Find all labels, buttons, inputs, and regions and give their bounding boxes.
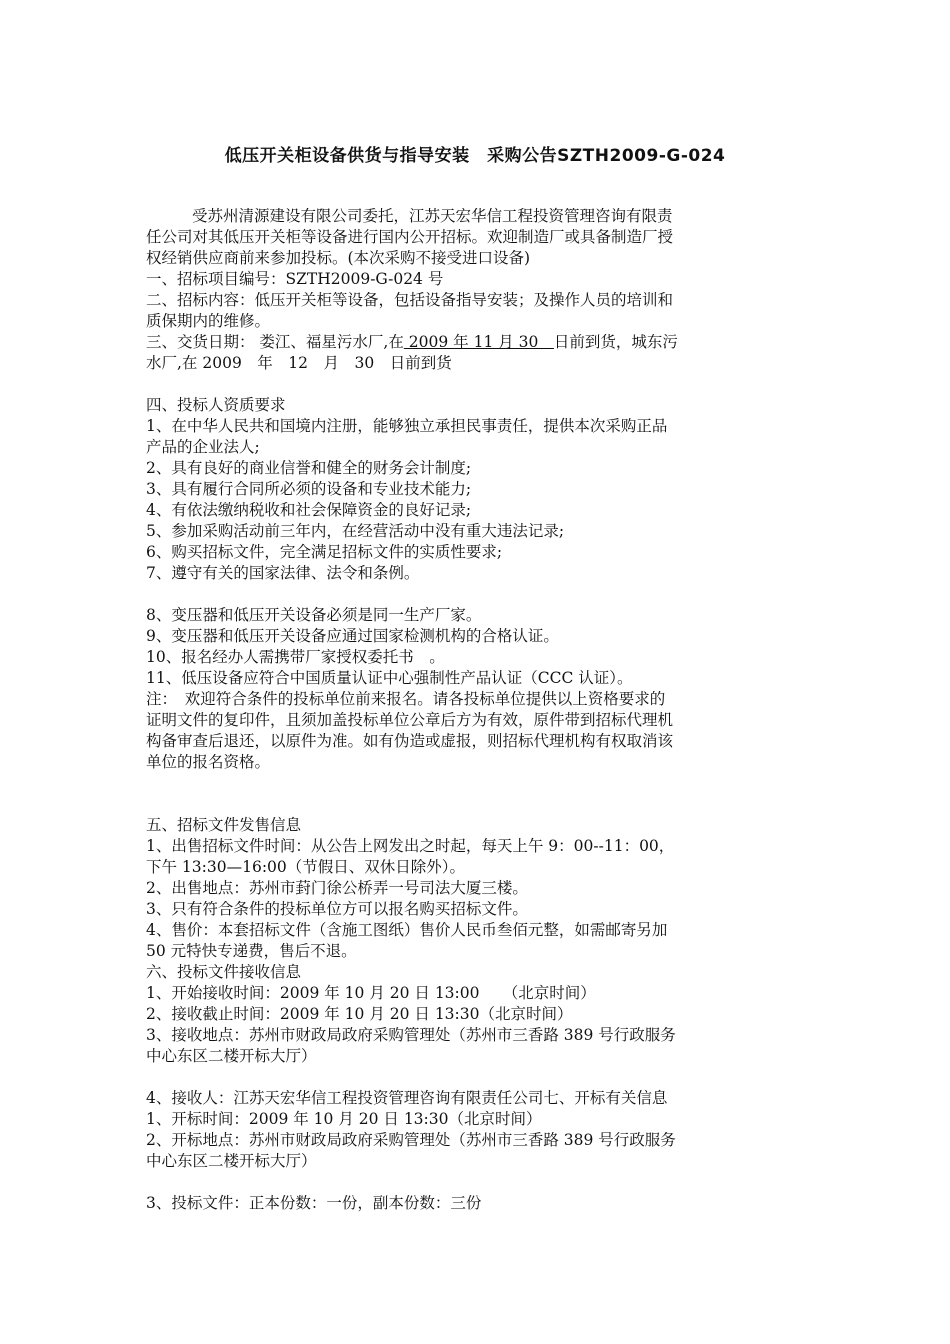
- list-item: 产品的企业法人;: [146, 438, 260, 456]
- list-item: 4、售价：本套招标文件（含施工图纸）售价人民币叁佰元整，如需邮寄另加: [146, 921, 668, 939]
- list-item: 中心东区二楼开标大厅）: [146, 1047, 317, 1065]
- list-item: 3、只有符合条件的投标单位方可以报名购买招标文件。: [146, 900, 528, 918]
- document-title: 低压开关柜设备供货与指导安装 采购公告SZTH2009-G-024: [224, 146, 726, 166]
- document-body: [146, 206, 806, 1214]
- list-item: 7、遵守有关的国家法律、法令和条例。: [146, 564, 420, 582]
- list-item: 8、变压器和低压开关设备必须是同一生产厂家。: [146, 606, 482, 624]
- note-line: 注： 欢迎符合条件的投标单位前来报名。请各投标单位提供以上资格要求的: [146, 690, 666, 708]
- delivery-date: [146, 332, 806, 353]
- intro-line: 受苏州清源建设有限公司委托，江苏天宏华信工程投资管理咨询有限责: [192, 207, 673, 225]
- delivery-date-underlined: 2009 年 11 月 30: [403, 333, 554, 351]
- tender-content: 质保期内的维修。: [146, 312, 271, 330]
- list-item: 下午 13:30—16:00（节假日、双休日除外）。: [146, 858, 466, 876]
- list-item: 9、变压器和低压开关设备应通过国家检测机构的合格认证。: [146, 627, 559, 645]
- list-item: 6、购买招标文件，完全满足招标文件的实质性要求;: [146, 543, 503, 561]
- intro-line: 权经销供应商前来参加投标。(本次采购不接受进口设备): [146, 249, 531, 267]
- list-item: 2、出售地点：苏州市葑门徐公桥弄一号司法大厦三楼。: [146, 879, 528, 897]
- list-item: 1、开始接收时间：2009 年 10 月 20 日 13:00 （北京时间）: [146, 984, 596, 1002]
- delivery-prefix: 三、交货日期： 娄江、福星污水厂,在: [146, 333, 404, 351]
- intro-line: 任公司对其低压开关柜等设备进行国内公开招标。欢迎制造厂或具备制造厂授: [146, 228, 674, 246]
- note-line: 证明文件的复印件，且须加盖投标单位公章后方为有效，原件带到招标代理机: [146, 711, 674, 729]
- list-item: 3、接收地点：苏州市财政局政府采购管理处（苏州市三香路 389 号行政服务: [146, 1026, 676, 1044]
- list-item: 2、具有良好的商业信誉和健全的财务会计制度;: [146, 459, 472, 477]
- section-heading: 四、投标人资质要求: [146, 396, 286, 414]
- list-item: 1、开标时间：2009 年 10 月 20 日 13:30（北京时间）: [146, 1110, 542, 1128]
- list-item: 2、开标地点：苏州市财政局政府采购管理处（苏州市三香路 389 号行政服务: [146, 1131, 676, 1149]
- delivery-date-line2: 水厂,在 2009 年 12 月 30 日前到货: [146, 354, 452, 372]
- project-number: 一、招标项目编号：SZTH2009-G-024 号: [146, 270, 444, 288]
- section-heading: 五、招标文件发售信息: [146, 816, 302, 834]
- note-line: 单位的报名资格。: [146, 753, 271, 771]
- list-item: 4、接收人：江苏天宏华信工程投资管理咨询有限责任公司七、开标有关信息: [146, 1089, 668, 1107]
- delivery-suffix: 日前到货，城东污: [553, 333, 678, 351]
- list-item: 中心东区二楼开标大厅）: [146, 1152, 317, 1170]
- list-item: 1、在中华人民共和国境内注册，能够独立承担民事责任，提供本次采购正品: [146, 417, 668, 435]
- list-item: 4、有依法缴纳税收和社会保障资金的良好记录;: [146, 501, 472, 519]
- list-item: 50 元特快专递费，售后不退。: [146, 942, 357, 960]
- intro-paragraph: [146, 206, 806, 269]
- list-item: 3、投标文件：正本份数：一份，副本份数：三份: [146, 1194, 482, 1212]
- list-item: 5、参加采购活动前三年内，在经营活动中没有重大违法记录;: [146, 522, 565, 540]
- list-item: 11、低压设备应符合中国质量认证中心强制性产品认证（CCC 认证）。: [146, 669, 633, 687]
- list-item: 3、具有履行合同所必须的设备和专业技术能力;: [146, 480, 472, 498]
- section-heading: 六、投标文件接收信息: [146, 963, 302, 981]
- list-item: 10、报名经办人需携带厂家授权委托书 。: [146, 648, 445, 666]
- tender-content: 二、招标内容：低压开关柜等设备，包括设备指导安装；及操作人员的培训和: [146, 291, 674, 309]
- note-line: 构备审查后退还，以原件为准。如有伪造或虚报，则招标代理机构有权取消该: [146, 732, 674, 750]
- list-item: 2、接收截止时间：2009 年 10 月 20 日 13:30（北京时间）: [146, 1005, 573, 1023]
- list-item: 1、出售招标文件时间：从公告上网发出之时起，每天上午 9：00--11：00，: [146, 837, 675, 855]
